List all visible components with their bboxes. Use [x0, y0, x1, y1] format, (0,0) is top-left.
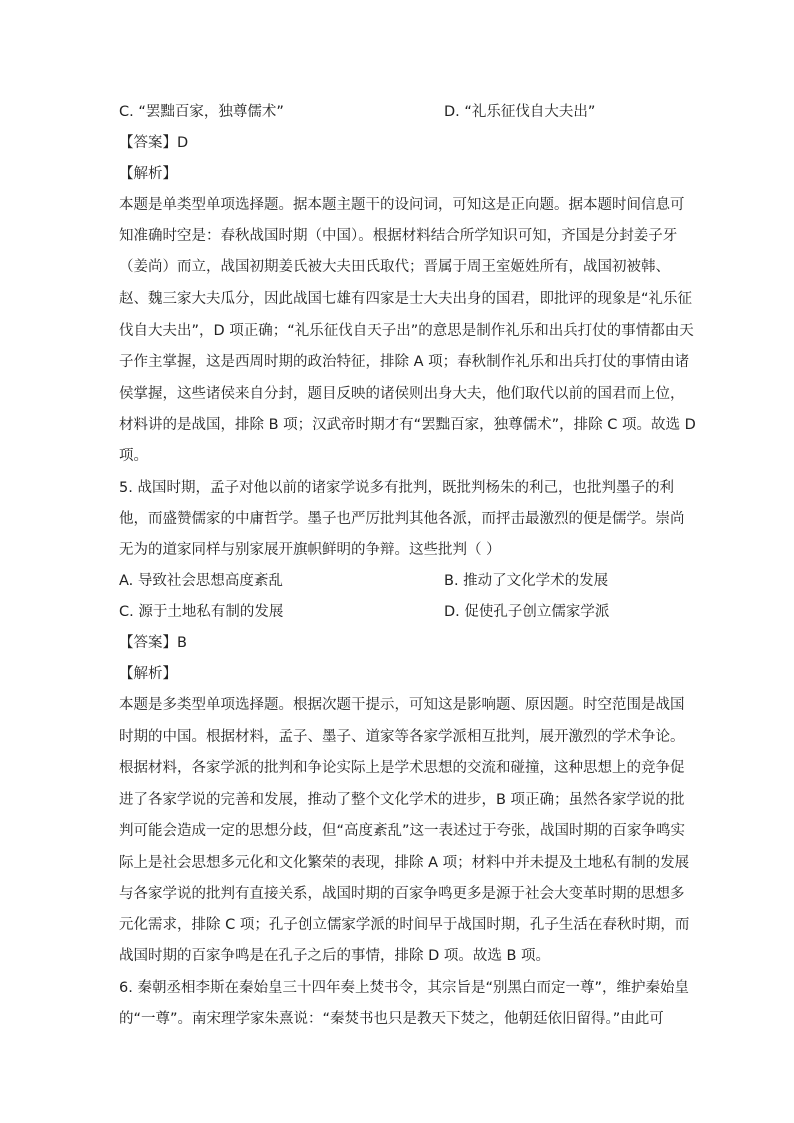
q4-analysis-line: （姜尚）而立，战国初期姜氏被大夫田氏取代；晋属于周王室姬姓所有，战国初被韩、	[119, 259, 670, 275]
q4-analysis-line: 本题是单类型单项选择题。据本题主题干的设问词，可知这是正向题。据本题时间信息可	[119, 197, 685, 213]
q4-analysis-line: 知准确时空是：春秋战国时期（中国）。根据材料结合所学知识可知，齐国是分封姜子牙	[119, 228, 678, 244]
q5-stem-line: 5. 战国时期，孟子对他以前的诸家学说多有批判，既批判杨朱的利己，也批判墨子的利	[119, 480, 674, 496]
q4-analysis-line: 侯掌握，这些诸侯来自分封，题目反映的诸侯则出身大夫，他们取代以前的国君而上位，	[119, 386, 685, 402]
q5-analysis-line: 本题是多类型单项选择题。根据次题干提示，可知这是影响题、原因题。时空范围是战国	[119, 697, 685, 713]
q4-analysis-line: 子作主掌握，这是西周时期的政治特征，排除 A 项；春秋制作礼乐和出兵打仗的事情由诸	[119, 354, 690, 370]
q5-answer: 【答案】B	[119, 635, 187, 651]
q4-analysis-label: 【解析】	[119, 166, 177, 182]
q5-analysis-line: 进了各家学说的完善和发展，推动了整个文化学术的进步，B 项正确；虽然各家学说的批	[119, 792, 685, 808]
q5-analysis-label: 【解析】	[119, 666, 177, 682]
q4-analysis-line: 伐自大夫出”，D 项正确；“礼乐征伐自天子出”的意思是制作礼乐和出兵打仗的事情都由天	[119, 323, 694, 339]
q5-analysis-line: 元化需求，排除 C 项；孔子创立儒家学派的时间早于战国时期，孔子生活在春秋时期，而	[119, 917, 690, 933]
q6-stem-line: 6. 秦朝丞相李斯在秦始皇三十四年奏上焚书令，其宗旨是“别黑白而定一尊”，维护秦始皇	[119, 980, 689, 996]
q6-stem-line: 的“一尊”。南宋理学家朱熹说：“秦焚书也只是教天下焚之，他朝廷依旧留得。”由此可	[119, 1011, 664, 1027]
q4-analysis-line: 赵、魏三家大夫瓜分，因此战国七雄有四家是士大夫出身的国君，即批评的现象是“礼乐征	[119, 291, 693, 307]
q5-stem-line: 他，而盛赞儒家的中庸哲学。墨子也严厉批判其他各派，而抨击最激烈的便是儒学。崇尚	[119, 511, 685, 527]
q4-option-c: C. “罢黜百家，独尊儒术”	[119, 104, 284, 120]
q5-analysis-line: 判可能会造成一定的思想分歧，但“高度紊乱”这一表述过于夸张，战国时期的百家争鸣实	[119, 823, 686, 839]
q5-analysis-line: 际上是社会思想多元化和文化繁荣的表现，排除 A 项；材料中并未提及土地私有制的发展	[119, 855, 690, 871]
q5-analysis-line: 战国时期的百家争鸣是在孔子之后的事情，排除 D 项。故选 B 项。	[119, 948, 551, 964]
q4-option-d: D. “礼乐征伐自大夫出”	[444, 104, 596, 120]
q5-analysis-line: 与各家学说的批判有直接关系，战国时期的百家争鸣更多是源于社会大变革时期的思想多	[119, 886, 685, 902]
q5-analysis-line: 时期的中国。根据材料，孟子、墨子、道家等各家学派相互批判，展开激烈的学术争论。	[119, 729, 685, 745]
q5-option-d: D. 促使孔子创立儒家学派	[444, 604, 610, 620]
q5-analysis-line: 根据材料，各家学派的批判和争论实际上是学术思想的交流和碰撞，这种思想上的竞争促	[119, 760, 685, 776]
q4-answer: 【答案】D	[119, 135, 189, 151]
q5-option-a: A. 导致社会思想高度紊乱	[119, 573, 283, 589]
q5-option-c: C. 源于土地私有制的发展	[119, 604, 284, 620]
q4-analysis-line: 项。	[119, 448, 148, 464]
q4-analysis-line: 材料讲的是战国，排除 B 项；汉武帝时期才有“罢黜百家，独尊儒术”，排除 C 项。故选 D	[119, 417, 696, 433]
q5-stem-line: 无为的道家同样与别家展开旗帜鲜明的争辩。这些批判（ ）	[119, 542, 501, 558]
q5-option-b: B. 推动了文化学术的发展	[444, 573, 609, 589]
